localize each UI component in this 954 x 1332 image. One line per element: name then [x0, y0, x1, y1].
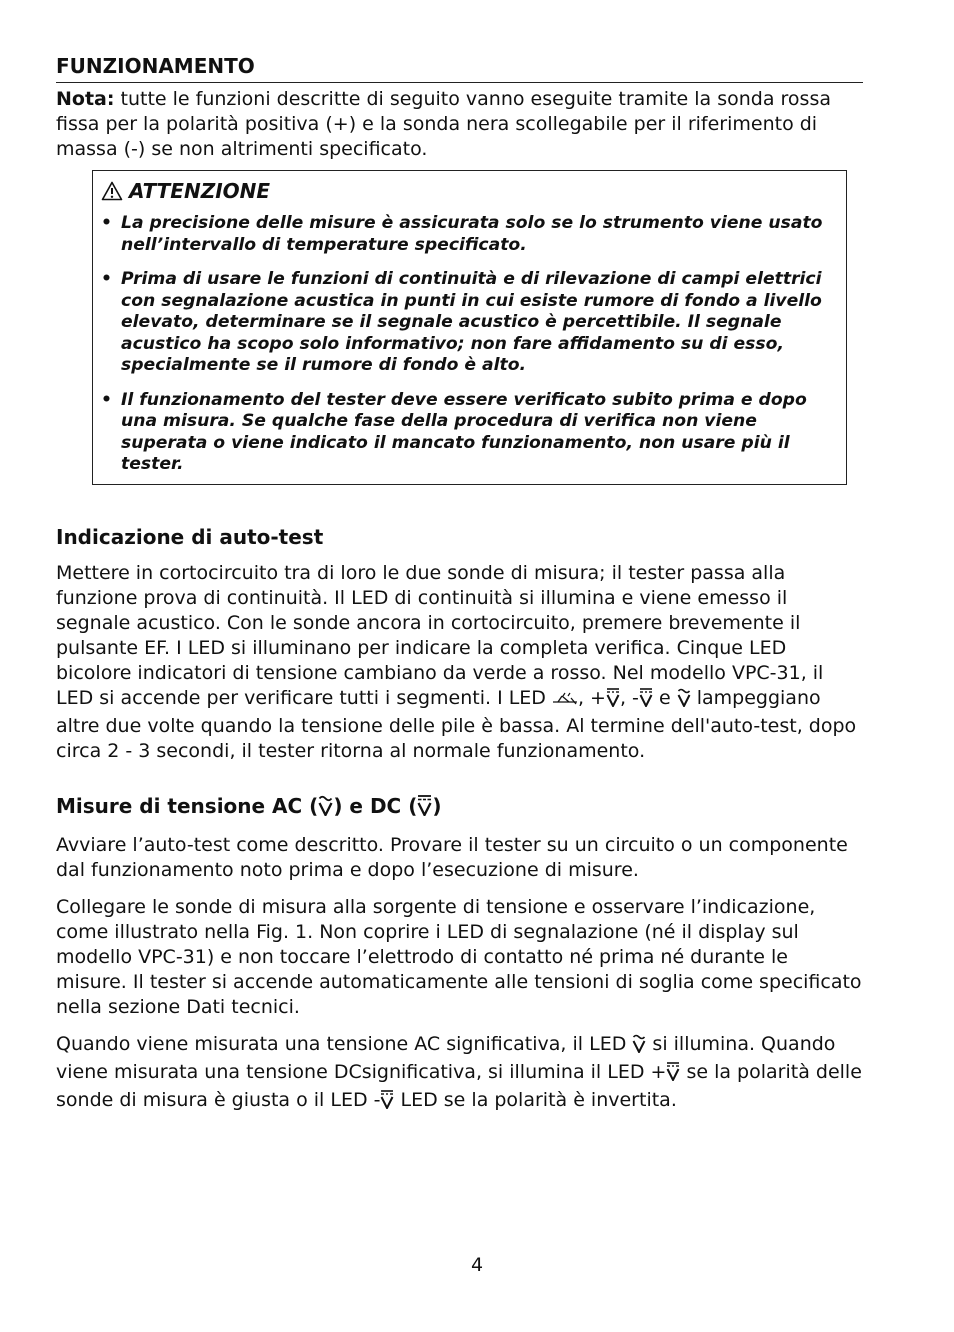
warning-list — [101, 213, 840, 476]
measure-title-1: Misure di tensione AC ( — [56, 793, 319, 818]
page-content — [56, 52, 863, 1116]
measure-heading — [56, 792, 863, 823]
note-label: Nota: — [56, 88, 115, 110]
bullet: • — [101, 389, 112, 410]
continuity-icon — [552, 689, 578, 714]
note-paragraph — [56, 87, 863, 162]
section-title: FUNZIONAMENTO — [56, 52, 863, 83]
autotest-text-1: Mettere in cortocircuito tra di loro le due sonde di misura; il tester passa alla funzione prova di continuità. Il LED di continuità si illumina e viene emesso il segnale acustico. Con le sonde ancora in cortocircuito, premere brevemente il pulsante EF. I LED si illuminano per indicare la completa verifica. Cinque LED bicolore indicatori di tensione cambiano da verde a rosso. Nel modello VPC-31, il LED si accende per verificare tutti i segmenti. I LED — [56, 561, 824, 709]
autotest-sep-3: e — [652, 686, 677, 709]
measure-text-3c: se la polarità delle sonde di misura è giusta o il LED - — [56, 1060, 862, 1111]
autotest-paragraph — [56, 561, 863, 764]
warning-item-text: La precisione delle misure è assicurata solo se lo strumento viene usato nell’intervallo di temperature specificato. — [121, 213, 823, 255]
warning-item — [101, 213, 840, 256]
ac-voltage-icon — [677, 687, 691, 714]
warning-item-text: Il funzionamento del tester deve essere verificato subito prima e dopo una misura. Se qualche fase della procedura di verifica non viene superata o viene indicato il mancato funzionamento, non usare più il tester. — [121, 389, 807, 474]
dc-voltage-icon — [606, 687, 620, 714]
autotest-text-2: lampeggiano altre due volte quando la tensione delle pile è bassa. Al termine dell'auto-test, dopo circa 2 - 3 secondi, il tester ritorna al normale funzionamento. — [56, 686, 857, 762]
dc-voltage-icon — [417, 794, 432, 823]
page-number: 4 — [470, 1254, 484, 1276]
bullet: • — [101, 213, 112, 233]
warning-header — [101, 175, 840, 207]
warning-triangle-icon — [101, 181, 123, 201]
measure-text-3b: si illumina. Quando viene misurata una tensione DCsignificativa, si illumina il LED + — [56, 1032, 836, 1083]
autotest-heading: Indicazione di auto-test — [56, 524, 324, 549]
autotest-sep-2: , - — [619, 686, 639, 709]
measure-text-3d: LED se la polarità è invertita. — [394, 1088, 677, 1111]
measure-paragraph-3 — [56, 1032, 863, 1116]
warning-item-text: Prima di usare le funzioni di continuità e di rilevazione di campi elettrici con segnalazione acustica in punti in cui esiste rumore di fondo a livello elevato, determinare se il segnale acustico è percettibile. Il segnale acustico ha scopo solo informativo; non fare affidamento su di esso, specialmente se il rumore di fondo è alto. — [121, 269, 822, 375]
dc-voltage-icon — [380, 1089, 394, 1116]
ac-voltage-icon — [632, 1033, 646, 1060]
note-text: tutte le funzioni descritte di seguito vanno eseguite tramite la sonda rossa fissa per la polarità positiva (+) e la sonda nera scollegabile per il riferimento di massa (-) se non altrimenti specificato. — [56, 88, 831, 160]
autotest-sep-1: , + — [577, 686, 606, 709]
dc-voltage-icon — [666, 1061, 680, 1088]
measure-paragraph-2: Collegare le sonde di misura alla sorgente di tensione e osservare l’indicazione, come illustrato nella Fig. 1. Non coprire i LED di segnalazione (né il display sul modello VPC-31) e non toccare l’elettrodo di contatto né prima né durante le misure. Il tester si accende automaticamente alle tensioni di soglia come specificato nella sezione Dati tecnici. — [56, 895, 862, 1018]
warning-item — [101, 390, 840, 476]
bullet: • — [101, 269, 112, 289]
measure-paragraph-1: Avviare l’auto-test come descritto. Provare il tester su un circuito o un componente dal funzionamento noto prima e dopo l’esecuzione di misure. — [56, 833, 848, 881]
warning-title: ATTENZIONE — [129, 179, 271, 203]
warning-box — [92, 170, 847, 485]
dc-voltage-icon — [639, 687, 653, 714]
measure-text-3a: Quando viene misurata una tensione AC significativa, il LED — [56, 1032, 633, 1055]
warning-item — [101, 269, 840, 377]
measure-title-2: ) e DC ( — [333, 793, 418, 818]
ac-voltage-icon — [318, 794, 333, 823]
measure-title-3: ) — [432, 793, 442, 818]
